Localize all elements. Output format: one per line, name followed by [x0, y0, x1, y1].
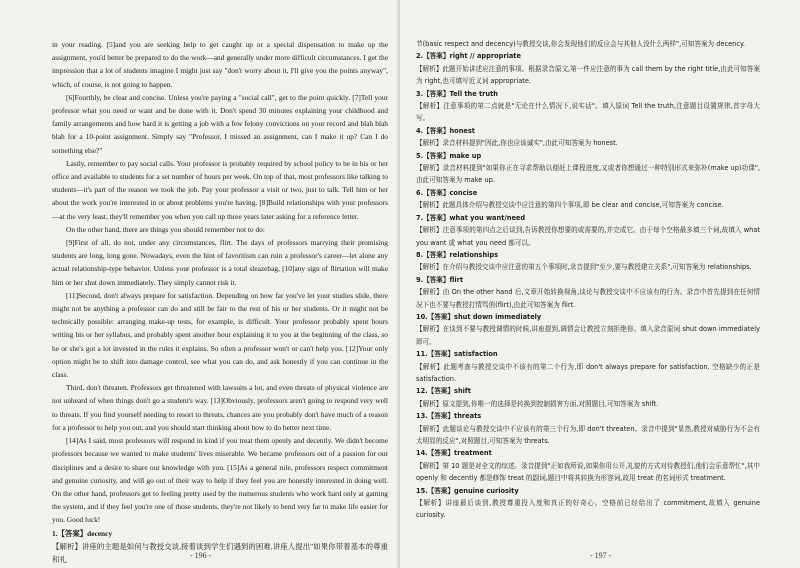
paragraph: [14]As I said, most professors will respond in kind if you treat them openly and decently. We didn't become professors because we wanted to make students' lives miserable. We became professors out of a passion for our disciplines and a desire to share our knowledge with you. [15]As a general rule, professors respect commitment and genuine curiosity, and will go out of their way to help if they feel you are honestly interested in doing well. On the other hand, professors get to feeling pretty used by the numerous students who work hard only at gaming the system, and if they feel you're one of those students, they're not likely to bend very far to make life easier for you. Good luck!	[52, 436, 388, 525]
analysis-line: 【解析】在介绍与教授交谈中应注意的第五个事项时,录音提到"至少,要与教授建立关系",可知答案为 relationships.	[416, 263, 752, 272]
answer-line: 2.【答案】right // appropriate	[416, 52, 521, 61]
answer-line: 13.【答案】threats	[416, 412, 482, 421]
analysis-line: 【解析】录音材料提到"因此,你也应该诚实",由此可知答案为 honest.	[416, 139, 618, 148]
analysis-line: 【解析】由 On the other hand 后,文章开始转换视角,谈论与教授交谈中不应该有的行为。录音中首先提到在任何情况下也不要与教授打情骂俏(flirt),由此可知答案为 flirt.	[416, 288, 760, 309]
analysis-line: 【解析】录音材料提到"如果你正在寻求帮助以便赶上课程进度,又或者你想通过一种特别形式来弥补(make up)功课",由此可知答案为 make up.	[416, 164, 760, 185]
analysis-line: 【解析】第 10 题是对全文的综述。录音提到"正如我所说,如果你用公开,礼貌的方式对待教授们,他们会乐意帮忙",其中 openly 和 decently 都是修饰 treat 的副词,题目中将其转换为形容词,故用 treat 的名词形式 treatment.	[416, 461, 760, 483]
answer-line: 15.【答案】genuine curiosity	[416, 486, 519, 495]
answer-key	[416, 38, 760, 522]
paragraph: [11]Second, don't always prepare for satisfaction. Depending on how far you've let your studies slide, there might not be anything a professor can do and still be fair to the rest of his or her students. Or it might not be technically possible: arranging make-up tests, for example, is difficult. Your professor probably spent hours writing his or her syllabus, and probably spent another hour explaining it to you at the beginning of the class, so he or she's got a lot invested in the rules it explains. So often a professor won't or can't help you. [12]Your only option might be to shift into damage control, see what you can do, and ask honestly if you can continue in the class.	[52, 290, 388, 380]
answer-line: 12.【答案】shift	[416, 387, 471, 396]
answer-line: 7.【答案】what you want/need	[416, 213, 526, 222]
answer-line: 8.【答案】relationships	[416, 250, 499, 259]
paragraph: Third, don't threaten. Professors get threatened with lawsuits a lot, and even threats of physical violence are not unheard of when things don't go a student's way. [13]Obviously, professors aren't going to respond very well to threats. If you find yourself needing to resort to threats, chances are you probably don't have much of a reason for a professor to help you out, and you should start thinking about how to do better next time.	[52, 383, 388, 432]
paragraph: [9]First of all, do not, under any circumstances, flirt. The days of professors marrying their promising students are long, long gone. Nowadays, even the hint of favoritism can ruin a professor's career—let alone any actual relationship-type behavior. Unless your professor is a total sleazebag, [10]any sign of flirtation will make him or her shut down immediately. They simply cannot risk it.	[52, 238, 388, 287]
paragraph: in your reading. [5]and you are seeking help to get caught up or a special dispensation to make up the assignment, you'd better be prepared to do the work—and generally under more difficult circumstances. I get the impression that a lot of students imagine I might just say "don't worry about it, I'll give you the points anyway", which, of course, is not going to happen.	[52, 40, 388, 89]
analysis-line: 【解析】此题考查与教授交谈中不该有的第二个行为,即 don't always prepare for satisfaction. 空格缺少的正是 satisfaction.	[416, 362, 760, 383]
paragraph: On the other hand, there are things you should remember not to do:	[66, 224, 265, 234]
answer-line: 10.【答案】shut down immediately	[416, 312, 542, 321]
answer-line: 14.【答案】treatment	[416, 449, 492, 458]
answer-line: 6.【答案】concise	[416, 188, 478, 197]
answer-line: 4.【答案】honest	[416, 126, 475, 135]
answer-line: 9.【答案】flirt	[416, 275, 464, 284]
page-number: - 197 -	[590, 550, 612, 560]
paragraph: [6]Fourthly, be clear and concise. Unless you're paying a "social call", get to the point quickly. [7]Tell your professor what you need or want and be done with it. Don't spend 30 minutes explaining your childhood and family arrangements and how hard it is getting a job with a few felony convictions on your record and blah blah blah for a 10-point assignment. Simply say "Professor, I missed an assignment, can I make it up? Can I do something else?"	[52, 92, 388, 155]
answer-line: 11.【答案】satisfaction	[416, 350, 498, 359]
answer-line: 5.【答案】make up	[416, 151, 482, 160]
analysis-line: 节(basic respect and decency)与教授交谈,你会发现他们的反应会与其他人没什么两样",可知答案为 decency.	[416, 40, 746, 48]
answer-line: 3.【答案】Tell the truth	[416, 89, 498, 98]
analysis-line: 【解析】此题具体介绍与教授交谈中应注意的第四个事项,即 be clear and concise,可知答案为 concise.	[416, 201, 724, 210]
analysis-line: 【解析】讲座最后谈到,教授尊重投入度和真正的好奇心。空格前已经给出了 commitment,故填入 genuine curiosity.	[416, 499, 760, 520]
page-number: - 196 -	[190, 550, 212, 560]
analysis-line: 【解析】讲座的主题是如何与教授交谈,接着谈到学生们遇到的困难,讲座人提出"如果你带着基本的尊重和礼	[52, 541, 388, 564]
analysis-line: 【解析】注意事项的第二点就是"无论在什么情况下,说实话"。填入原词 Tell the truth,注意题目设置规律,首字母大写。	[416, 102, 760, 123]
paragraph: Lastly, remember to pay social calls. Your professor is probably required by school policy to be in his or her office and available to students for a set number of hours per week. On top of that, most professors like talking to students—it's part of the reason we took the job. Pay your professor a visit or two, just to talk. Tell him or her about the work you're interested in or about problems you're having. [8]Build relationships with your professors—at the very least, they'll remember you when you call up three years later asking for a reference letter.	[52, 158, 388, 221]
right-page	[400, 0, 800, 568]
answer-line: 1.【答案】decency	[52, 528, 113, 538]
analysis-line: 【解析】在谈到不要与教授调情的时候,讲座提到,调情会让教授立刻拒绝你。填入录音原词 shut down immediately 即可。	[416, 325, 760, 346]
analysis-line: 【解析】注意事项的第四点之后谈到,告诉教授你想要的或需要的,并完成它。由于每个空格最多填三个词,故填入 what you want 或 what you need 都可以。	[416, 226, 760, 247]
analysis-line: 【解析】此题开始讲述应注意的事项。根据录音原文,第一件应注意的事为 call them by the right title,由此可知答案为 right,也可填写近义词 appropriate.	[416, 64, 760, 86]
analysis-line: 【解析】原文提到,你唯一的选择是转换到控制损害方面,对照题目,可知答案为 shift.	[416, 399, 659, 408]
analysis-line: 【解析】此题谈论与教授交谈中不应该有的第三个行为,即 don't threaten。录音中提到"显然,教授对威胁行为不会有太明显的反应",对照题目,可知答案为 threats.	[416, 424, 760, 445]
